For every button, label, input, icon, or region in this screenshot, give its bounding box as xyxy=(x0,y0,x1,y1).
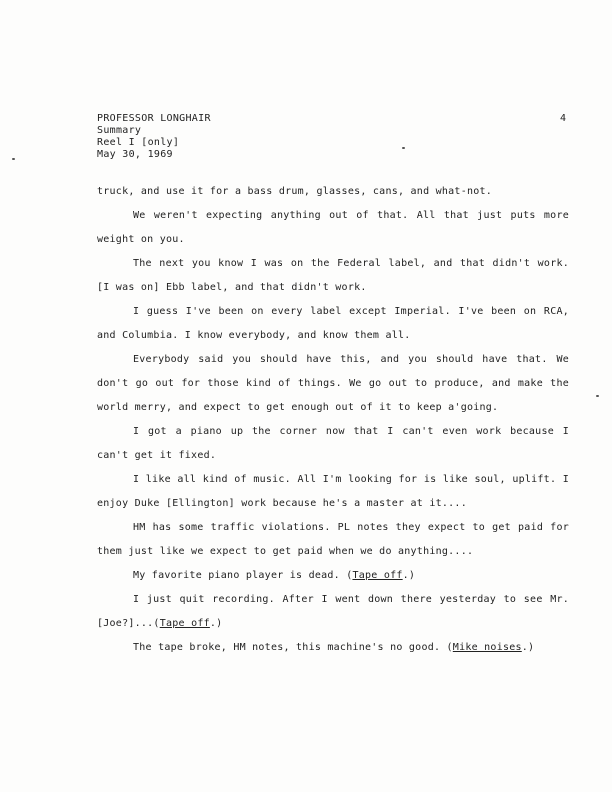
underlined-note: Mike noises xyxy=(452,642,522,653)
underlined-note: Tape off xyxy=(159,618,210,629)
transcript-paragraph xyxy=(97,564,569,588)
transcript-paragraph xyxy=(97,180,569,204)
paragraph-text: .) xyxy=(402,570,416,581)
header-reel: Reel I [only] xyxy=(97,137,180,148)
underlined-note: Tape off xyxy=(352,570,403,581)
header-title: PROFESSOR LONGHAIR xyxy=(97,113,211,124)
paragraph-text: .) xyxy=(209,618,223,629)
paragraph-text: We weren't expecting anything out of that. All that just puts more weight on you. xyxy=(97,210,569,245)
transcript-paragraph xyxy=(97,420,569,468)
header-date: May 30, 1969 xyxy=(97,149,173,160)
transcript-paragraph xyxy=(97,300,569,348)
transcript-paragraph xyxy=(97,516,569,564)
transcript-body xyxy=(97,180,569,660)
transcript-paragraph xyxy=(97,588,569,636)
header-subtitle: Summary xyxy=(97,125,142,136)
paragraph-text: My favorite piano player is dead. ( xyxy=(133,570,353,581)
transcript-paragraph xyxy=(97,252,569,300)
paragraph-text: truck, and use it for a bass drum, glasses, cans, and what-not. xyxy=(97,186,493,197)
paragraph-text: The next you know I was on the Federal label, and that didn't work. [I was on] Ebb label, and that didn't work. xyxy=(97,258,569,293)
transcript-paragraph xyxy=(97,348,569,420)
page-number: 4 xyxy=(560,113,567,124)
paragraph-text: .) xyxy=(521,642,535,653)
paragraph-text: I guess I've been on every label except Imperial. I've been on RCA, and Columbia. I know everybody, and know them all. xyxy=(97,306,569,341)
paragraph-text: I like all kind of music. All I'm looking for is like soul, uplift. I enjoy Duke [Ellington] work because he's a master at it.... xyxy=(97,474,569,509)
stray-mark xyxy=(12,158,15,160)
paragraph-text: Everybody said you should have this, and you should have that. We don't go out for those kind of things. We go out to produce, and make the world merry, and expect to get enough out of it to keep a'going. xyxy=(97,354,569,413)
transcript-paragraph xyxy=(97,204,569,252)
paragraph-text: The tape broke, HM notes, this machine's no good. ( xyxy=(133,642,453,653)
document-header xyxy=(97,113,211,161)
paragraph-text: HM has some traffic violations. PL notes they expect to get paid for them just like we expect to get paid when we do anything.... xyxy=(97,522,569,557)
paragraph-text: I just quit recording. After I went down there yesterday to see Mr. [Joe?]...( xyxy=(97,594,569,629)
paragraph-text: I got a piano up the corner now that I can't even work because I can't get it fixed. xyxy=(97,426,569,461)
stray-mark xyxy=(402,147,405,149)
transcript-paragraph xyxy=(97,468,569,516)
transcript-paragraph xyxy=(97,636,569,660)
stray-mark xyxy=(596,395,599,397)
